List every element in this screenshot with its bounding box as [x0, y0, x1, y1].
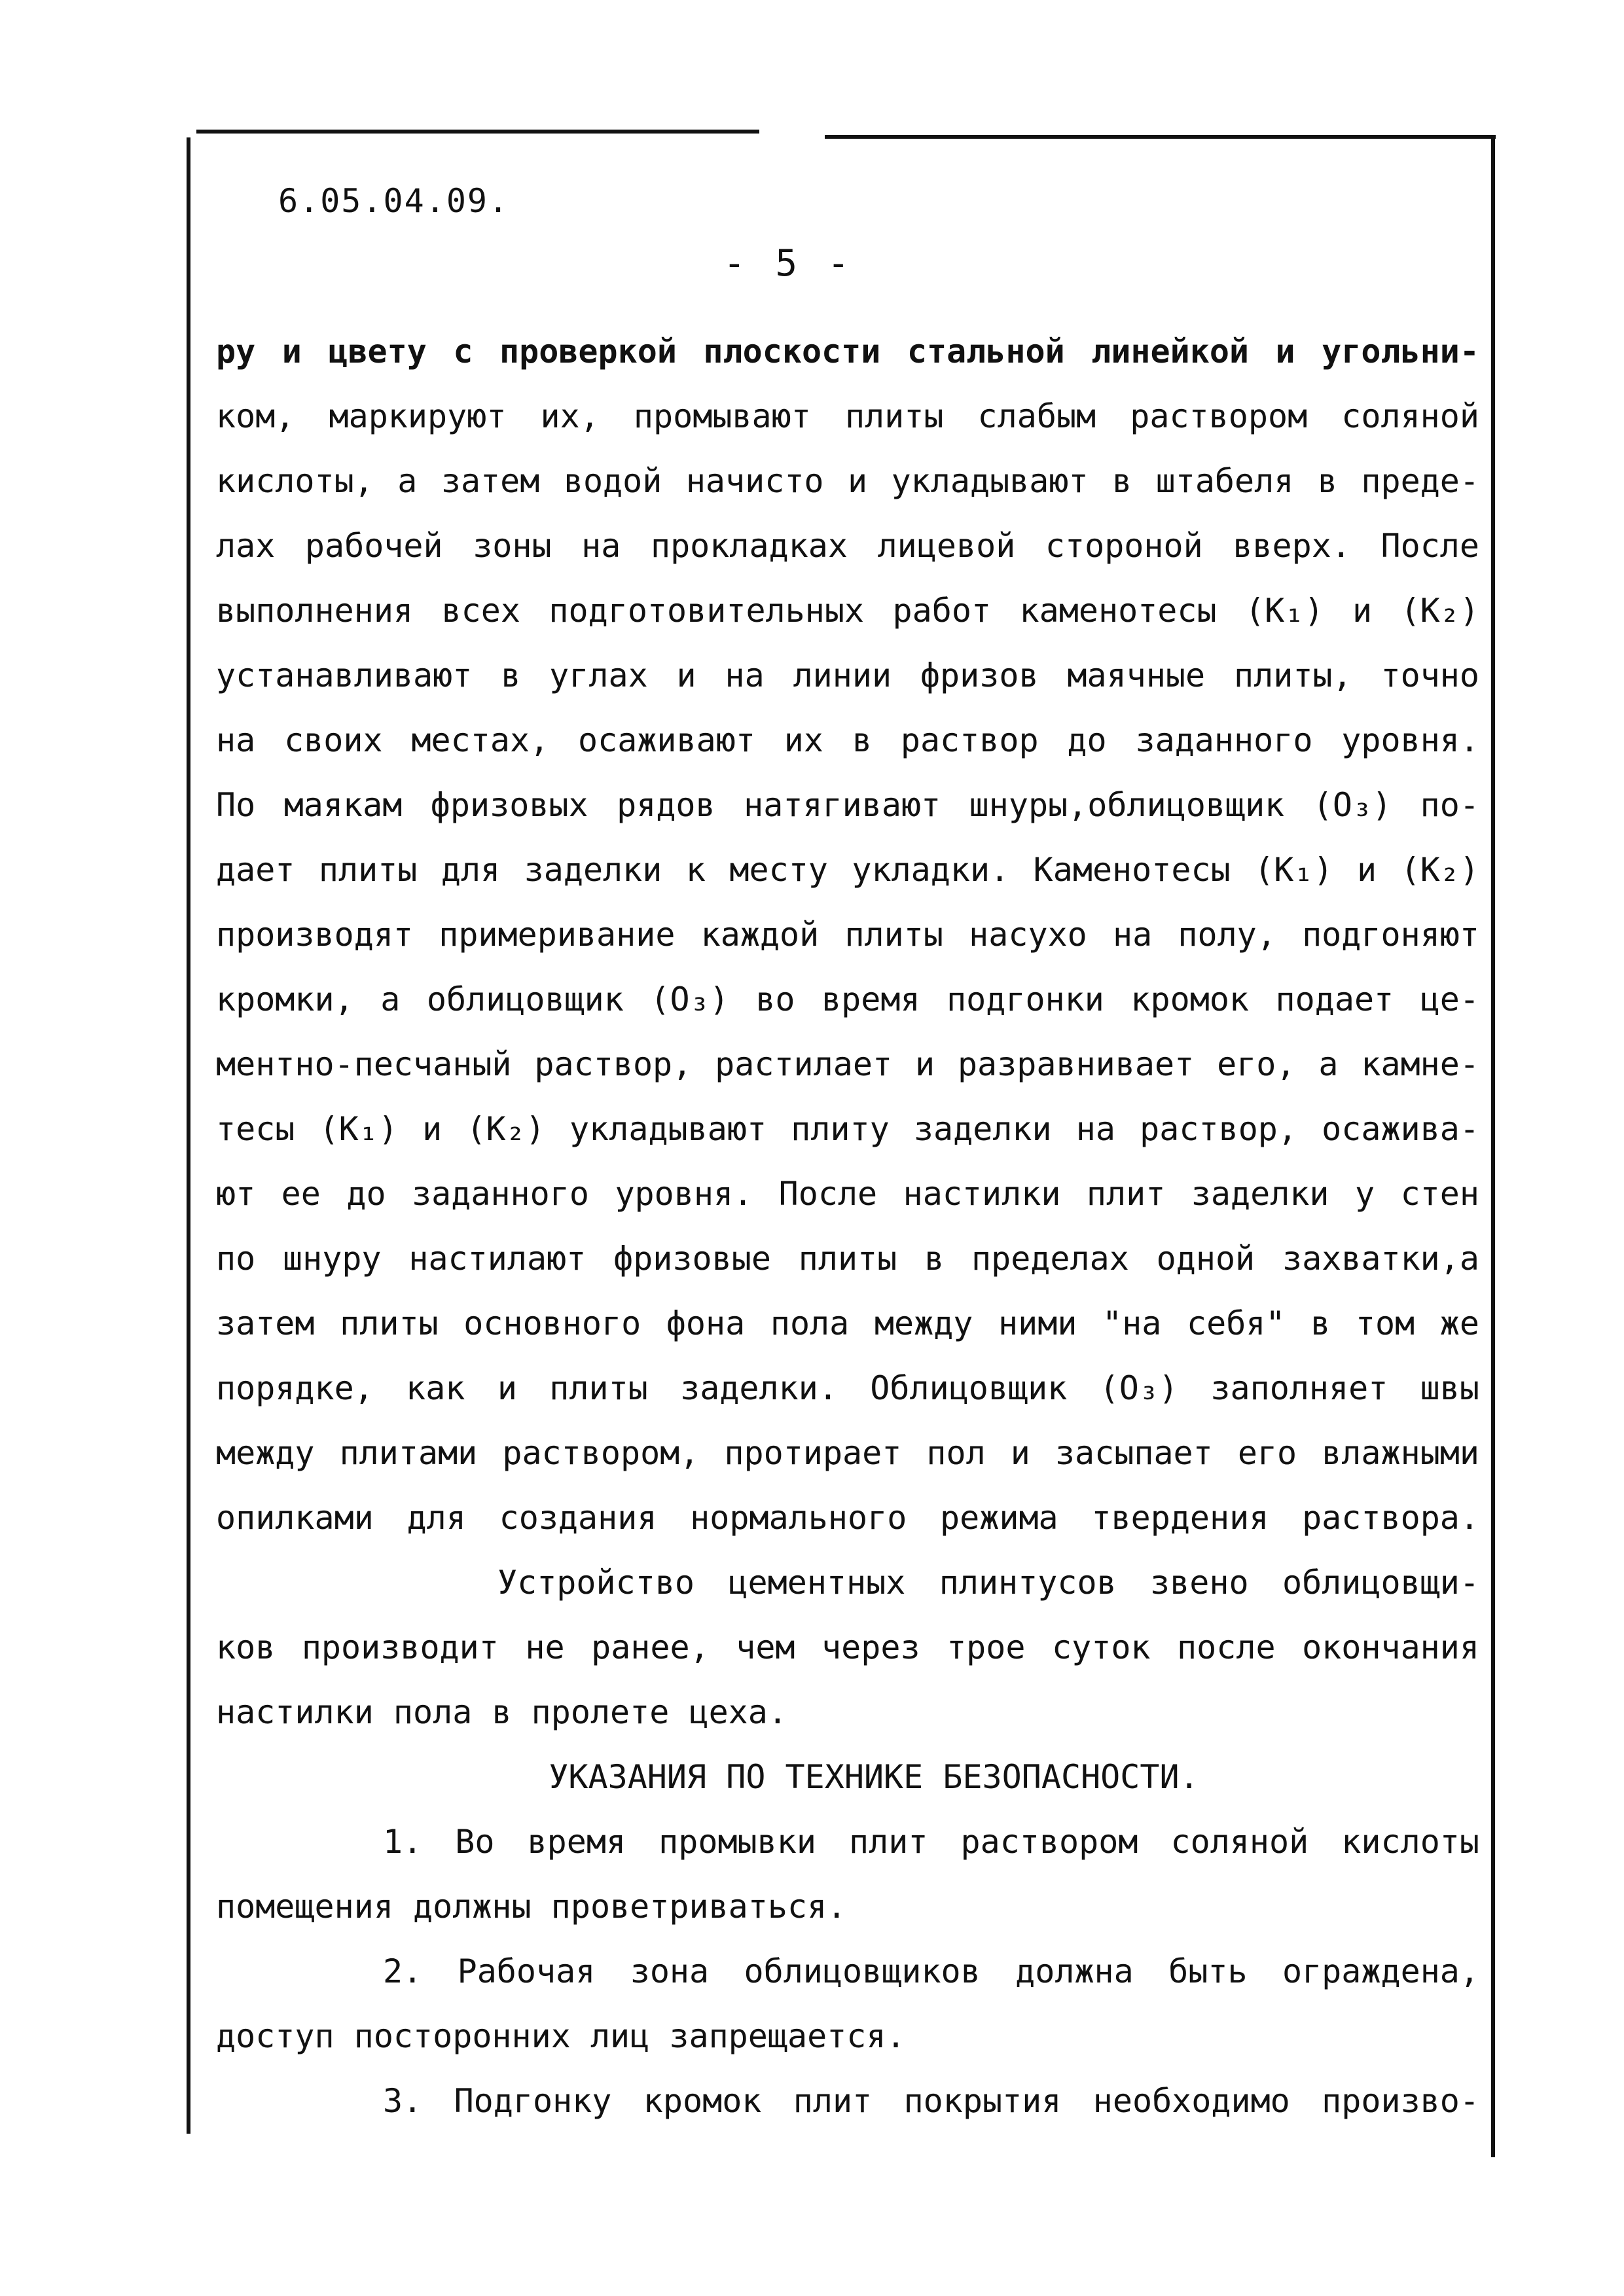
text-line: помещения должны проветриваться.: [216, 1888, 847, 1926]
text-line: опилками для создания нормального режима твердения раствора.: [216, 1499, 1479, 1537]
page-number: - 5 -: [723, 242, 854, 285]
text-line: между плитами раствором, протирает пол и засыпает его влажными: [216, 1434, 1479, 1472]
text-line: По маякам фризовых рядов натягивают шнуры,облицовщик (О₃) по-: [216, 786, 1479, 824]
frame-top-left-line: [196, 130, 759, 134]
text-line: затем плиты основного фона пола между ними "на себя" в том же: [216, 1304, 1479, 1342]
frame-top-right-line: [825, 135, 1496, 139]
text-line: дает плиты для заделки к месту укладки. Каменотесы (К₁) и (К₂): [216, 851, 1479, 889]
text-line: кромки, а облицовщик (О₃) во время подгонки кромок подает це-: [216, 980, 1479, 1018]
text-line: тесы (К₁) и (К₂) укладывают плиту заделки на раствор, осажива-: [216, 1110, 1479, 1148]
text-line: порядке, как и плиты заделки. Облицовщик (О₃) заполняет швы: [216, 1369, 1479, 1407]
text-line: на своих местах, осаживают их в раствор до заданного уровня.: [216, 721, 1479, 759]
text-line: выполнения всех подготовительных работ каменотесы (К₁) и (К₂): [216, 592, 1479, 630]
text-line: Устройство цементных плинтусов звено облицовщи-: [497, 1564, 1479, 1602]
text-line: кислоты, а затем водой начисто и укладывают в штабеля в преде-: [216, 462, 1479, 500]
text-line: 1. Во время промывки плит раствором соляной кислоты: [383, 1823, 1479, 1861]
text-line: доступ посторонних лиц запрещается.: [216, 2017, 906, 2055]
text-line: 2. Рабочая зона облицовщиков должна быть ограждена,: [383, 1952, 1479, 1990]
frame-left-line: [187, 137, 190, 2134]
text-line: по шнуру настилают фризовые плиты в пределах одной захватки,а: [216, 1240, 1479, 1278]
text-line: ков производит не ранее, чем через трое суток после окончания: [216, 1628, 1479, 1666]
text-line: ментно-песчаный раствор, растилает и разравнивает его, а камне-: [216, 1045, 1479, 1083]
frame-right-line: [1491, 135, 1495, 2157]
safety-heading: УКАЗАНИЯ ПО ТЕХНИКЕ БЕЗОПАСНОСТИ.: [549, 1758, 1199, 1796]
text-line: производят примеривание каждой плиты насухо на полу, подгоняют: [216, 916, 1479, 954]
text-line: ют ее до заданного уровня. После настилки плит заделки у стен: [216, 1175, 1479, 1213]
text-line: устанавливают в углах и на линии фризов маячные плиты, точно: [216, 656, 1479, 694]
text-line: 3. Подгонку кромок плит покрытия необходимо произво-: [383, 2082, 1479, 2120]
document-code: 6.05.04.09.: [278, 182, 510, 220]
text-line: лах рабочей зоны на прокладках лицевой стороной вверх. После: [216, 527, 1479, 565]
body-text: [216, 319, 1479, 2134]
text-line: настилки пола в пролете цеха.: [216, 1693, 787, 1731]
text-line: ком, маркируют их, промывают плиты слабым раствором соляной: [216, 397, 1479, 435]
text-line: ру и цвету с проверкой плоскости стальной линейкой и угольни-: [216, 332, 1479, 370]
